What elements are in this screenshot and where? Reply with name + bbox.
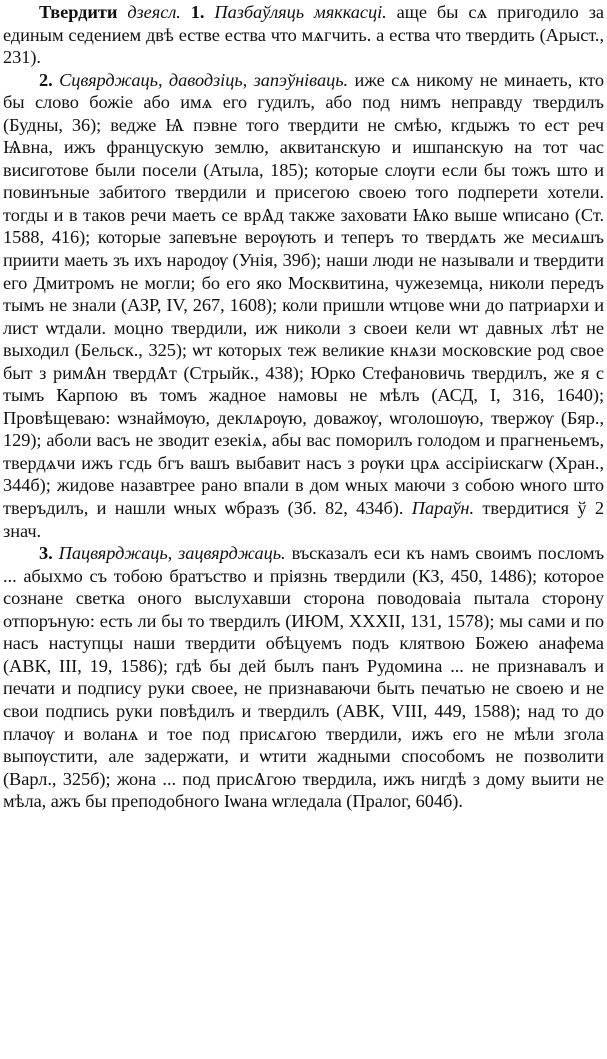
cross-reference-label: Параўн. xyxy=(411,498,474,519)
sense-number: 3. xyxy=(39,543,53,564)
sense-number: 2. xyxy=(39,69,53,90)
sense-definition: Сцвярджаць, даводзіць, запэўніваць. xyxy=(59,69,349,90)
sense-number: 1. xyxy=(190,2,205,22)
entry-sense-3 xyxy=(3,542,604,813)
sense-quotations: иже сѧ никому не минаеть, кто бы слово божiе або имѧ его гудилъ, або под нимъ неправду твердилъ (Будны, 36); ведже Ѩ пэвне того твердити не смѣю, кгдыжъ то ест реч Ѩвна, ижъ францускую землю, аквитанскую и ишпанскую на тот час висиготове были посели (Атыла, 185); которые слѹги если бы тожъ што и повинъные забитого твердили и присегою своею того подперети хотели. тогды и в таков речи маеть се врѦд также заховати Ѩко выше ѡписано (Ст. 1588, 416); которые запевъне верѹють и теперъ то твердѧть же месиѧшъ приити маеть зъ ихъ народѹ (Унія, 39б); наши люди не называли и твердити его Дмитромъ не могли; бо его яко Москвитина, чужеземца, николи передъ тымъ не знали (АЗР, IV, 267, 1608); коли пришли ѡтцове ѡни до патриархи и лист ѡтдали. моцно твердили, иж николи з своеи кели ѡт давных лѣт не выходил (Бельск., 325); ѡт которых теж великие кнѧзи московские род свое быт з римѦн твердѦт (Стрыйк., 438); Юрко Стефановичь твердилъ, же я с тымъ Карпою въ томъ жадное намовы не мѣлъ (АСД, I, 316, 1640); Провѣщеваю: ѡзнаймѹю, деклѧрѹю, доважѹ, ѡголошѹю, твержѹ (Бяр., 129); аболи васъ не зводит езекiѧ, абы вас поморилъ голодом и прагненьемъ, твердѧчи ижъ гсдь бгъ вашъ выбавит насъ з рѹки црѧ ассiрiискагѡ (Хран., 344б); жидове назавтрее рано впали в дом ѡных маючи з собою ѡного што тверъдилъ, и нашли ѡных ѡбразъ (Зб. 82, 434б). xyxy=(3,69,604,519)
headword: Твердити xyxy=(39,2,118,22)
sense-definition: Пазбаўляць мяккасці. xyxy=(214,2,387,22)
entry-sense-1 xyxy=(3,1,604,69)
part-of-speech: дзеясл. xyxy=(127,2,181,22)
sense-definition: Пацвярджаць, зацвярджаць. xyxy=(58,543,286,564)
cross-reference-target: твердитися ў 2 знач. xyxy=(3,498,604,541)
sense-quotations: въсказалъ еси къ намъ своимъ посломъ ... абыхмо съ тобою братъство и прiязнь твердили (КЗ, 450, 1486); которое сознане светка оного выслухавши сторона поводоваіа пытала сторону отпоръную: есть ли бы то твердилъ (ИЮМ, XXXII, 131, 1578); мы сами и по насъ наступцы наши твердити обѣцуемъ подъ клятвою Божею анафема (АВК, III, 19, 1586); гдѣ бы дей былъ панъ Рудомина ... не признавалъ и печати и подпису руки своее, не признаваючи быть печатью не своею и не свои подпись руки повѣдилъ и твердилъ (АВК, VIII, 449, 1588); над то до плачѹ и воланѧ и тое под присѧгою твердили, ижъ его не мѣли згола выпѹстити, але задержати, и ѡтити жадными способомъ не позволити (Варл., 325б); жона ... под присѦгою твердила, ижъ нигдѣ з дому выити не мѣла, ажъ бы преподобного Iѡана ѡгледала (Пралог, 604б). xyxy=(3,543,605,812)
sense-quotations: аще бы сѧ пригодило за единым седением двѣ естве ества что мѧгчить. а ества что твердить (Арыст., 231). xyxy=(3,2,604,68)
entry-sense-2 xyxy=(3,69,604,542)
